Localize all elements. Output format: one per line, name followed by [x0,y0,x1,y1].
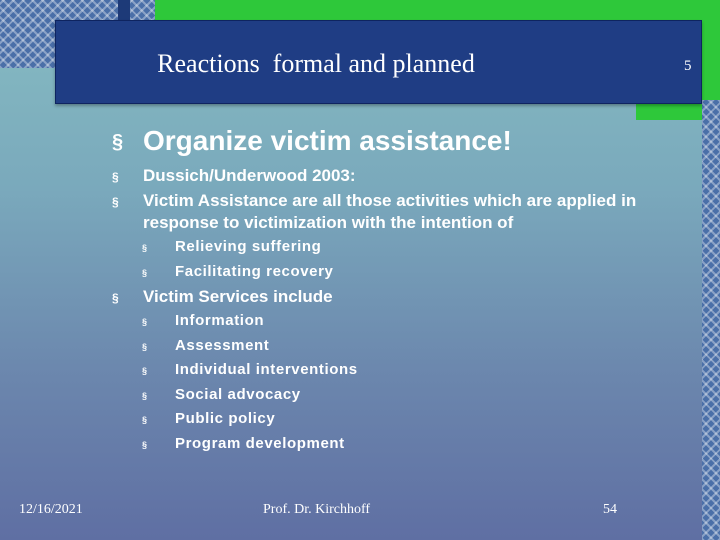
slide-title: Reactions formal and planned [157,49,475,78]
bullet-icon: § [112,195,119,209]
bullet-icon: § [142,415,148,425]
list-item: § Facilitating recovery [100,262,690,282]
title-box [55,20,702,104]
bullet-icon: § [142,366,148,376]
list-item: § Assessment [100,336,690,356]
bullet-icon: § [142,267,148,278]
footer-author: Prof. Dr. Kirchhoff [263,502,371,517]
bullet-icon: § [142,243,148,253]
list-item: § Individual interventions [100,360,690,380]
bullet-icon: § [112,291,119,305]
list-item: § Victim Assistance are all those activities which are applied in response to victimization with the intention of [112,191,637,232]
bullet-icon: § [112,170,119,184]
green-top-bar [155,0,720,20]
bullet-icon: § [142,439,148,450]
slide-number: 5 [684,58,692,74]
list-item: § Organize victim assistance! [112,125,512,156]
list-item: § Program development [100,434,690,454]
decor-stripe [118,0,130,20]
footer-date: 12/16/2021 [19,502,83,517]
bullet-icon: § [142,341,148,352]
list-item: § Victim Services include [100,286,690,308]
footer-page-number: 54 [603,502,617,517]
bullet-icon: § [142,317,148,327]
list-item: § Information [100,311,690,331]
list-item: § Public policy [100,409,690,429]
bullet-icon: § [112,131,124,153]
right-pattern-strip [702,100,720,540]
bullet-list [100,125,690,458]
list-item: § Dussich/Underwood 2003: [100,165,690,187]
list-item: § Social advocacy [100,385,690,405]
bullet-icon: § [142,390,148,401]
list-item: § Relieving suffering [100,237,690,257]
